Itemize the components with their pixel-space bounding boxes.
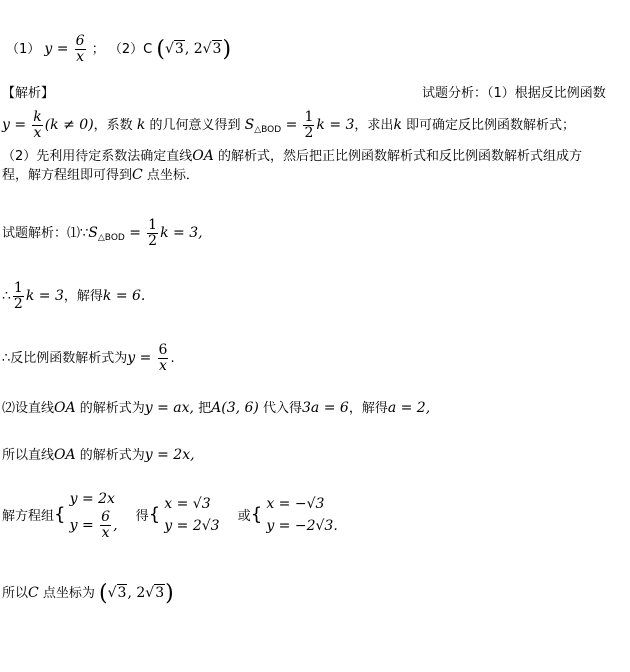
solution-line-4: ⑵设直线OA 的解析式为y = ax, 把A(3, 6) 代入得3a = 6，解得a = 2, <box>2 400 431 416</box>
part2-label: （2）C <box>108 42 153 57</box>
analysis-title: 【解析】 <box>2 86 55 101</box>
part1-label: （1） <box>6 42 41 57</box>
solution-set-2: x = −√3 y = −2√3. <box>266 495 338 534</box>
solution-line-7: 所以C 点坐标为 (√3, 2√3) <box>2 581 174 606</box>
paren-open: ( <box>156 37 165 62</box>
solution-line-1: 试题解析：$⑴\because S_{\triangle BOD}$ = $\frac{1}{2}$ k = 3, <box>2 217 203 249</box>
solution-line-5: 所以直线OA 的解析式为y = 2x, <box>2 447 195 463</box>
part2-sqrt-b: 3 <box>212 41 222 57</box>
part1-expr: y = <box>44 41 69 57</box>
answer-line: （1） y = $\frac{6}{x}$ ； （2）C (√3, 2√3) <box>6 33 232 65</box>
solution-system: 解方程组{ y = 2x y = $\frac{6}{x}$ , 得{ x = √3 y = 2√3 或{ x = −√3 y = −2√3. <box>2 488 338 541</box>
system-label: 解方程组 <box>2 509 55 524</box>
separator: ； <box>91 42 105 57</box>
analysis-intro: 试题分析：（1）根据反比例函数 <box>422 86 606 101</box>
paren-close: ) <box>222 37 232 62</box>
analysis-line-1: y = $\frac{k}{x}$ (k ≠ 0)，系数 k 的几何意义得到 $S_{\triangle BOD}$ = $\frac{1}{2}$ k = 3，求出k 即可确定反比例函数解析式； <box>2 109 576 141</box>
solution-line-3: ∴反比例函数解析式为y = $\frac{6}{x}$ . <box>2 342 175 374</box>
part1-fraction: $\frac{6}{x}$ <box>75 33 85 65</box>
analysis-line-3: 程，解方程组即可得到C 点坐标． <box>2 167 199 183</box>
solution-line-2: ∴ $\frac{1}{2}$ k = 3，解得k = 6. <box>2 280 146 312</box>
part2-comma: , 2 <box>184 41 203 57</box>
solution-set-1: x = √3 y = 2√3 <box>164 495 220 534</box>
part2-sqrt-a: 3 <box>174 41 184 57</box>
analysis-line-2: （2）先利用待定系数法确定直线OA 的解析式，然后把正比例函数解析式和反比例函数解析式组成方 <box>2 148 583 164</box>
system-equations: y = 2x y = $\frac{6}{x}$ , <box>69 491 118 541</box>
